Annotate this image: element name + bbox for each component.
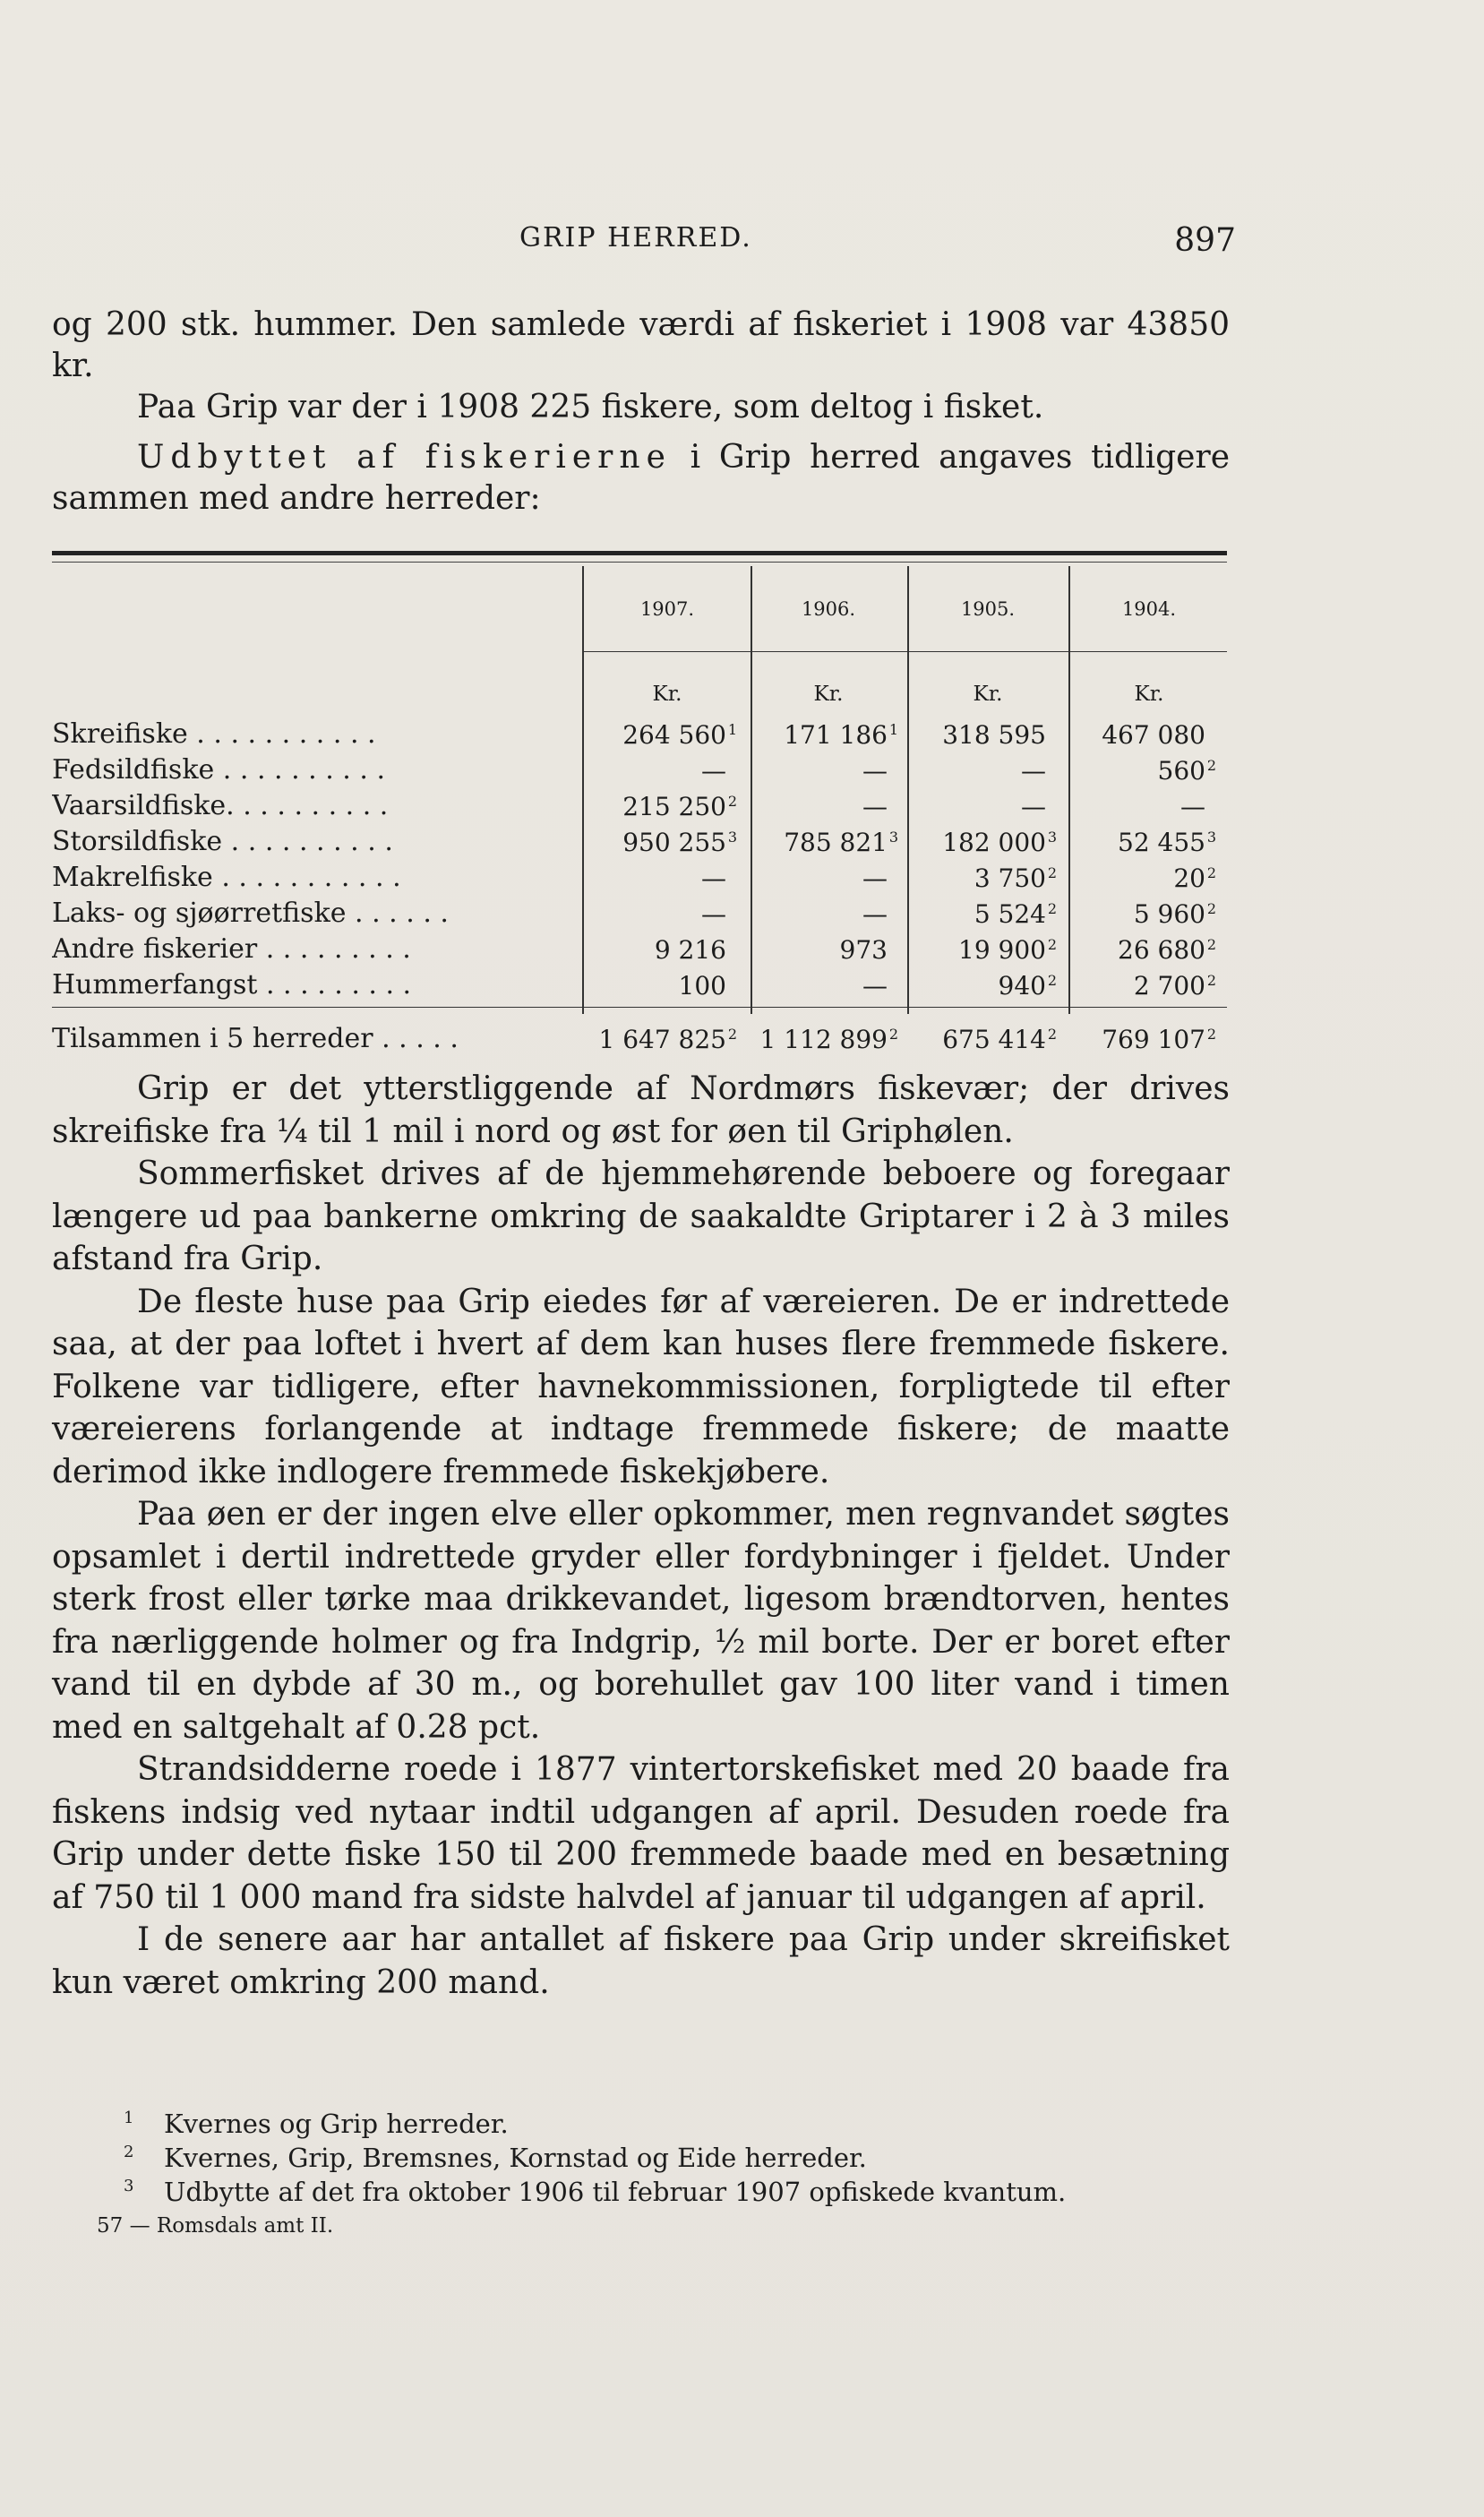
year-header: 1905. [960, 598, 1016, 620]
table-cell: — [862, 971, 888, 1001]
table-cell: 3 750 $^2$ [974, 863, 1057, 893]
unit-label: Kr. [1134, 683, 1164, 706]
paragraph: I de senere aar har antallet af fiskere paa Grip under skreifisket kun været omkring 200 mand. [52, 1921, 1230, 2001]
table-cell: 20 $^2$ [1173, 863, 1216, 893]
table-row-label: Andre fiskerier . . . . . . . . . [52, 933, 411, 965]
total-cell: 1 112 899 $^2$ [759, 1025, 898, 1054]
unit-label: Kr. [652, 683, 682, 706]
year-header: 1904. [1121, 598, 1177, 620]
table-cell: 785 821 $^3$ [784, 828, 898, 857]
year-header: 1907. [639, 598, 695, 620]
table-cell: — [862, 899, 888, 929]
paragraph: Strandsidderne roede i 1877 vintertorskefisket med 20 baade fra fiskens indsig ved nytaar indtil udgangen af april. Desuden roede fra Grip under dette fiske 150 til 200 fremmede baade med en besætning af 750 til 1 000 mand fra sidste halvdel af januar til udgangen af april. [52, 1751, 1230, 1916]
table-row-label: Vaarsildfiske. . . . . . . . . . [52, 790, 389, 821]
total-cell: 675 414 $^2$ [942, 1025, 1057, 1054]
column-divider [1068, 566, 1070, 1014]
paragraph: Sommerfisket drives af de hjemmehørende beboere og foregaar længere ud paa bankerne omkring de saakaldte Griptarer i 2 à 3 miles afstand fra Grip. [52, 1155, 1230, 1277]
table-row-label: Fedsildfiske . . . . . . . . . . [52, 754, 385, 786]
catch-table [52, 566, 1227, 1054]
table-cell: 973 [839, 935, 888, 965]
running-title: GRIP HERRED. [519, 222, 752, 253]
footnote [52, 2175, 1234, 2209]
table-cell: — [862, 756, 888, 786]
table-row-label: Hummerfangst . . . . . . . . . [52, 969, 412, 1001]
table-cell: 2 700 $^2$ [1133, 971, 1216, 1001]
table-cell: 940 $^2$ [998, 971, 1057, 1001]
footnote-mark: 2 [124, 2143, 134, 2161]
table-cell: — [701, 899, 726, 929]
table-cell: — [701, 863, 726, 893]
footnote-mark: 3 [124, 2177, 134, 2195]
table-cell: — [862, 792, 888, 821]
table-cell: 100 [678, 971, 726, 1001]
table-cell: 467 080 [1102, 720, 1205, 750]
paragraph: Grip er det ytterstliggende af Nordmørs fiskevær; der drives skreifiske fra ¼ til 1 mil i nord og øst for øen til Griphølen. [52, 1070, 1230, 1150]
total-cell: 1 647 825 $^2$ [598, 1025, 737, 1054]
unit-label: Kr. [973, 683, 1003, 706]
paragraph: Paa Grip var der i 1908 225 fiskere, som deltog i fisket. [137, 389, 1044, 425]
footnote-text: Kvernes, Grip, Bremsnes, Kornstad og Eide herreder. [164, 2143, 867, 2173]
table-cell: 5 960 $^2$ [1133, 899, 1216, 929]
body-paragraphs [52, 1068, 1230, 2004]
table-row-label: Laks- og sjøørretfiske . . . . . . [52, 898, 449, 929]
table-cell: 318 595 [942, 720, 1046, 750]
table-cell: 9 216 [654, 935, 726, 965]
footnote-text: Udbytte af det fra oktober 1906 til februar 1907 opfiskede kvantum. [164, 2177, 1067, 2207]
table-cell: — [1021, 756, 1046, 786]
column-divider [751, 566, 752, 1014]
column-divider [907, 566, 909, 1014]
paragraph: og 200 stk. hummer. Den samlede værdi af fiskeriet i 1908 var 43850 kr. [52, 306, 1230, 384]
table-cell: — [862, 863, 888, 893]
footnote [52, 2141, 1234, 2175]
table-intro-rest: i Grip herred angaves tidligere sammen med andre herreder: [52, 439, 1230, 517]
footnote-text: Kvernes og Grip herreder. [164, 2109, 509, 2139]
table-cell: 19 900 $^2$ [958, 935, 1057, 965]
spaced-text: Udbyttet af fiskerierne [137, 439, 672, 476]
table-cell: 5 524 $^2$ [974, 899, 1057, 929]
table-cell: 171 186 $^1$ [784, 720, 898, 750]
table-cell: 26 680 $^2$ [1118, 935, 1216, 965]
table-cell: 264 560 $^1$ [622, 720, 737, 750]
table-row-label: Makrelfiske . . . . . . . . . . . [52, 862, 401, 893]
table-cell: 182 000 $^3$ [942, 828, 1057, 857]
table-cell: — [701, 756, 726, 786]
table-cell: — [1180, 792, 1205, 821]
total-rule [52, 1007, 1227, 1008]
table-row-label: Storsildfiske . . . . . . . . . . [52, 826, 393, 857]
footnote-mark: 1 [124, 2109, 134, 2127]
signature-line: 57 — Romsdals amt II. [97, 2214, 334, 2238]
unit-label: Kr. [813, 683, 844, 706]
table-cell: 560 $^2$ [1157, 756, 1216, 786]
footnotes [52, 2107, 1234, 2209]
total-label: Tilsammen i 5 herreder . . . . . [52, 1023, 459, 1054]
page-number: 897 [1174, 222, 1236, 259]
paragraph: Paa øen er der ingen elve eller opkommer, men regnvandet søgtes opsamlet i dertil indrettede gryder eller fordybninger i fjeldet. Under sterk frost eller tørke maa drikkevandet, ligesom brændtorven, hentes fra nærliggende holmer og fra Indgrip, ½ mil borte. Der er boret efter vand til en dybde af 30 m., og borehullet gav 100 liter vand i timen med en saltgehalt af 0.28 pct. [52, 1496, 1230, 1746]
page-header [54, 222, 1236, 258]
header-rule [582, 651, 1227, 652]
table-cell: 215 250 $^2$ [622, 792, 737, 821]
table-row-label: Skreifiske . . . . . . . . . . . [52, 718, 376, 750]
table-intro [52, 437, 1230, 520]
paragraph: De fleste huse paa Grip eiedes før af væreieren. De er indrettede saa, at der paa loftet i hvert af dem kan huses flere fremmede fiskere. Folkene var tidligere, efter havnekommissionen, forpligtede til efter væreierens forlangende at indtage fremmede fiskere; de maatte derimod ikke indlogere fremmede fiskekjøbere. [52, 1283, 1230, 1490]
footnote [52, 2107, 1234, 2141]
total-cell: 769 107 $^2$ [1102, 1025, 1216, 1054]
table-cell: — [1021, 792, 1046, 821]
year-header: 1906. [801, 598, 856, 620]
intro-text [52, 305, 1230, 520]
table-top-rule-thin [52, 562, 1227, 563]
table-cell: 52 455 $^3$ [1118, 828, 1216, 857]
table-top-rule [52, 551, 1227, 555]
column-divider [582, 566, 584, 1014]
table-cell: 950 255 $^3$ [622, 828, 737, 857]
